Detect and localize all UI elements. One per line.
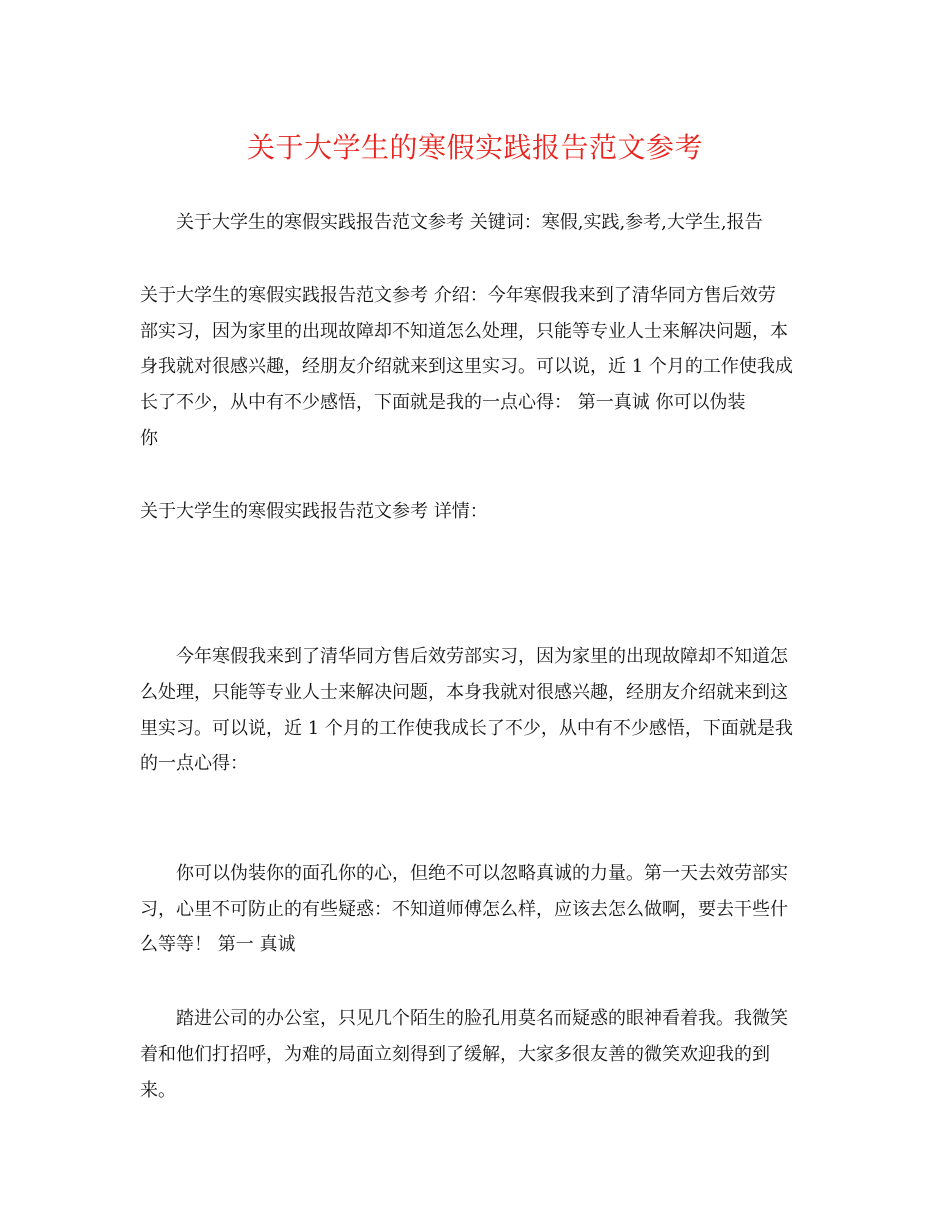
intro-line: 部实习，因为家里的出现故障却不知道怎么处理，只能等专业人士来解决问题，本	[140, 321, 788, 342]
intro-line: 你	[140, 428, 158, 449]
paragraph-line: 里实习。可以说，近 1 个月的工作使我成长了不少，从中有不少感悟，下面就是我	[140, 718, 793, 739]
paragraph-line: 么处理，只能等专业人士来解决问题，本身我就对很感兴趣，经朋友介绍就来到这	[140, 682, 788, 703]
paragraph-line: 今年寒假我来到了清华同方售后效劳部实习，因为家里的出现故障却不知道怎	[176, 646, 788, 667]
document-title: 关于大学生的寒假实践报告范文参考	[246, 131, 703, 164]
keywords-line: 关于大学生的寒假实践报告范文参考 关键词：寒假,实践,参考,大学生,报告	[176, 212, 763, 233]
intro-line: 身我就对很感兴趣，经朋友介绍就来到这里实习。可以说，近 1 个月的工作使我成	[140, 356, 793, 377]
details-label: 关于大学生的寒假实践报告范文参考 详情：	[140, 501, 488, 522]
paragraph-line: 习，心里不可防止的有些疑惑：不知道师傅怎么样，应该去怎么做啊，要去干些什	[140, 899, 788, 920]
intro-line: 长了不少，从中有不少感悟，下面就是我的一点心得： 第一真诚 你可以伪装	[140, 392, 746, 413]
paragraph-line: 么等等！ 第一 真诚	[140, 934, 296, 955]
paragraph-line: 来。	[140, 1080, 176, 1101]
paragraph-line: 踏进公司的办公室，只见几个陌生的脸孔用莫名而疑惑的眼神看着我。我微笑	[176, 1008, 788, 1029]
paragraph-line: 着和他们打招呼，为难的局面立刻得到了缓解，大家多很友善的微笑欢迎我的到	[140, 1044, 770, 1065]
intro-line: 关于大学生的寒假实践报告范文参考 介绍：今年寒假我来到了清华同方售后效劳	[140, 285, 776, 306]
paragraph-line: 你可以伪装你的面孔你的心，但绝不可以忽略真诚的力量。第一天去效劳部实	[176, 863, 788, 884]
paragraph-line: 的一点心得：	[140, 753, 248, 774]
